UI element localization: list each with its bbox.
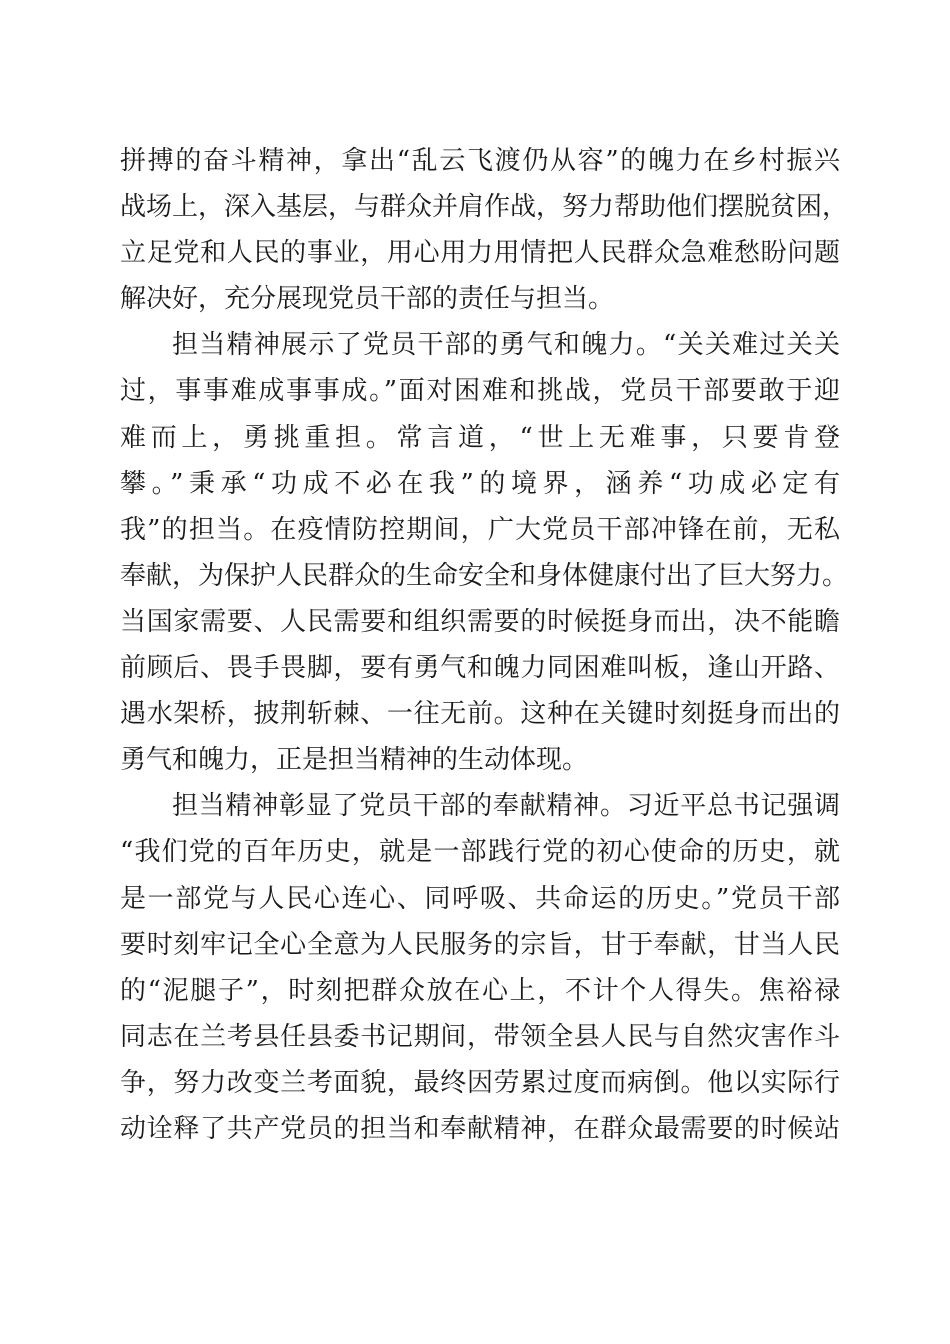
text-line: 争，努力改变兰考面貌，最终因劳累过度而病倒。他以实际行 bbox=[120, 1067, 840, 1098]
paragraph bbox=[120, 138, 849, 322]
text-line: 的“泥腿子”，时刻把群众放在心上，不计个人得失。焦裕禄 bbox=[120, 975, 840, 1006]
text-line: “我们党的百年历史，就是一部践行党的初心使命的历史，就 bbox=[120, 837, 840, 868]
text-line: 难而上，勇挑重担。常言道，“世上无难事，只要肯登 bbox=[120, 422, 840, 453]
text-line: 前顾后、畏手畏脚，要有勇气和魄力同困难叫板，逢山开路、 bbox=[120, 653, 840, 684]
text-line: 当国家需要、人民需要和组织需要的时候挺身而出，决不能瞻 bbox=[120, 606, 840, 637]
paragraph bbox=[120, 783, 840, 1152]
text-line: 担当精神彰显了党员干部的奉献精神。习近平总书记强调 bbox=[172, 791, 840, 822]
text-line: 是一部党与人民心连心、同呼吸、共命运的历史。”党员干部 bbox=[120, 883, 840, 914]
text-line: 同志在兰考县任县委书记期间，带领全县人民与自然灾害作斗 bbox=[120, 1021, 840, 1052]
paragraph bbox=[120, 322, 849, 783]
text-line: 战场上，深入基层，与群众并肩作战，努力帮助他们摆脱贫困， bbox=[120, 192, 849, 223]
text-line: 动诠释了共产党员的担当和奉献精神，在群众最需要的时候站 bbox=[120, 1113, 840, 1144]
text-line: 解决好，充分展现党员干部的责任与担当。 bbox=[120, 284, 615, 315]
text-line: 拼搏的奋斗精神，拿出“乱云飞渡仍从容”的魄力在乡村振兴 bbox=[120, 146, 840, 176]
text-line: 攀。”秉承“功成不必在我”的境界，涵养“功成必定有 bbox=[120, 468, 840, 499]
text-line: 要时刻牢记全心全意为人民服务的宗旨，甘于奉献，甘当人民 bbox=[120, 929, 840, 960]
text-line: 遇水架桥，披荆斩棘、一往无前。这种在关键时刻挺身而出的 bbox=[120, 699, 840, 730]
text-line: 勇气和魄力，正是担当精神的生动体现。 bbox=[120, 745, 589, 776]
text-line: 奉献，为保护人民群众的生命安全和身体健康付出了巨大努力。 bbox=[120, 560, 849, 591]
text-line: 我”的担当。在疫情防控期间，广大党员干部冲锋在前，无私 bbox=[120, 514, 840, 545]
text-line: 立足党和人民的事业，用心用力用情把人民群众急难愁盼问题 bbox=[120, 238, 840, 269]
text-line: 担当精神展示了党员干部的勇气和魄力。“关关难过关关 bbox=[172, 330, 840, 361]
text-line: 过，事事难成事事成。”面对困难和挑战，党员干部要敢于迎 bbox=[120, 376, 840, 407]
body-text bbox=[120, 138, 849, 1152]
